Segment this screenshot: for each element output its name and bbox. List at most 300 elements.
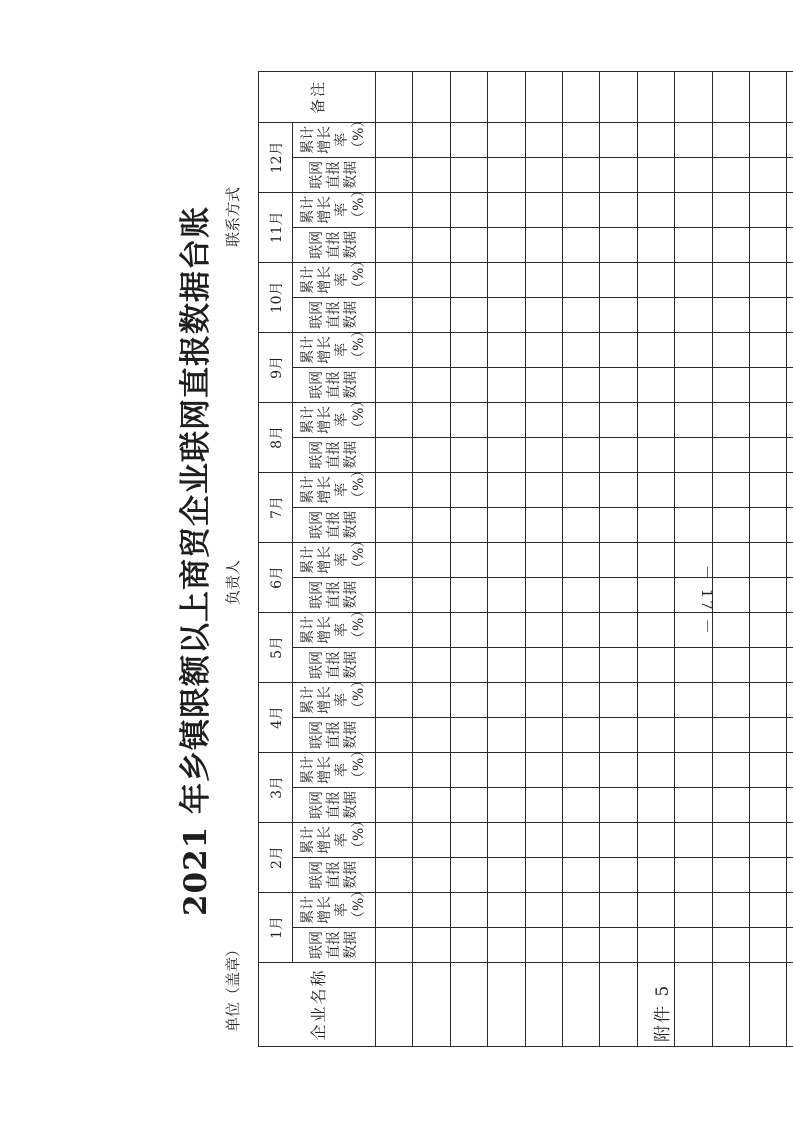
table-cell <box>600 71 637 122</box>
table-cell <box>413 262 450 297</box>
table-cell <box>600 612 637 647</box>
table-cell <box>749 963 786 1047</box>
table-cell <box>787 682 793 717</box>
table-cell <box>562 367 599 402</box>
table-cell <box>600 437 637 472</box>
table-cell <box>488 577 525 612</box>
table-cell <box>787 928 793 963</box>
table-cell <box>600 122 637 157</box>
table-cell <box>450 332 487 367</box>
table-cell <box>712 402 749 437</box>
table-cell <box>488 963 525 1047</box>
table-cell <box>450 577 487 612</box>
table-cell <box>562 857 599 892</box>
table-cell <box>562 647 599 682</box>
sub-header-label: 累计增长率（%） <box>300 533 367 575</box>
table-cell <box>450 682 487 717</box>
table-cell <box>413 682 450 717</box>
table-cell <box>637 297 674 332</box>
table-cell <box>600 963 637 1047</box>
table-cell <box>525 297 562 332</box>
table-cell <box>637 752 674 787</box>
table-cell <box>749 507 786 542</box>
table-cell <box>562 892 599 927</box>
cumulative-growth-header <box>293 463 376 507</box>
table-row <box>413 71 450 1046</box>
table-cell <box>749 682 786 717</box>
table-cell <box>787 892 793 927</box>
sub-header-label: 累计增长率（%） <box>300 813 367 855</box>
table-cell <box>675 857 712 892</box>
table-cell <box>562 682 599 717</box>
table-cell <box>675 71 712 122</box>
table-cell <box>600 717 637 752</box>
table-cell <box>712 507 749 542</box>
month-header: 5月 <box>259 612 293 682</box>
table-cell <box>488 122 525 157</box>
table-cell <box>376 787 413 822</box>
table-cell <box>749 542 786 577</box>
table-cell <box>488 612 525 647</box>
table-cell <box>749 71 786 122</box>
table-cell <box>562 157 599 192</box>
sub-header-label: 联网直报数据 <box>308 300 359 329</box>
sub-header-label: 累计增长率（%） <box>300 743 367 785</box>
table-cell <box>376 577 413 612</box>
cumulative-growth-header <box>293 673 376 717</box>
table-cell <box>413 542 450 577</box>
table-cell <box>600 822 637 857</box>
table-cell <box>675 472 712 507</box>
month-header: 11月 <box>259 192 293 262</box>
table-cell <box>376 437 413 472</box>
table-cell <box>712 122 749 157</box>
table-cell <box>675 437 712 472</box>
table-cell <box>749 928 786 963</box>
sub-header-label: 联网直报数据 <box>308 160 359 189</box>
table-cell <box>562 542 599 577</box>
table-cell <box>488 71 525 122</box>
table-cell <box>525 892 562 927</box>
table-cell <box>600 787 637 822</box>
table-cell <box>637 262 674 297</box>
table-cell <box>637 963 674 1047</box>
table-cell <box>562 332 599 367</box>
sub-header-label: 累计增长率（%） <box>300 183 367 225</box>
table-cell <box>712 892 749 927</box>
table-row <box>376 71 413 1046</box>
table-cell <box>749 787 786 822</box>
table-cell <box>749 192 786 227</box>
table-cell <box>637 332 674 367</box>
table-cell <box>376 157 413 192</box>
table-cell <box>450 717 487 752</box>
table-cell <box>413 892 450 927</box>
table-cell <box>600 332 637 367</box>
table-cell <box>712 857 749 892</box>
table-cell <box>450 647 487 682</box>
sub-header-label: 联网直报数据 <box>308 860 359 889</box>
table-cell <box>600 577 637 612</box>
table-row <box>450 71 487 1046</box>
table-cell <box>749 367 786 402</box>
table-cell <box>562 612 599 647</box>
table-row <box>488 71 525 1046</box>
table-cell <box>787 647 793 682</box>
table-cell <box>712 437 749 472</box>
table-cell <box>712 332 749 367</box>
table-cell <box>712 157 749 192</box>
table-cell <box>488 717 525 752</box>
table-cell <box>712 717 749 752</box>
table-cell <box>450 787 487 822</box>
table-cell <box>450 928 487 963</box>
table-cell <box>749 822 786 857</box>
table-cell <box>376 71 413 122</box>
table-cell <box>600 192 637 227</box>
table-cell <box>376 122 413 157</box>
table-cell <box>600 227 637 262</box>
table-cell <box>749 752 786 787</box>
table-cell <box>488 507 525 542</box>
table-cell <box>376 262 413 297</box>
table-cell <box>413 472 450 507</box>
table-cell <box>488 857 525 892</box>
sub-header-label: 累计增长率（%） <box>300 463 367 505</box>
sub-header-label: 联网直报数据 <box>308 790 359 819</box>
attachment-label: 附件 5 <box>653 983 673 1042</box>
table-cell <box>600 857 637 892</box>
table-cell <box>450 612 487 647</box>
table-cell <box>525 542 562 577</box>
table-cell <box>450 752 487 787</box>
table-cell <box>525 402 562 437</box>
month-header: 10月 <box>259 262 293 332</box>
table-cell <box>413 612 450 647</box>
table-cell <box>562 577 599 612</box>
table-cell <box>525 227 562 262</box>
note-header: 备注 <box>259 71 376 122</box>
table-cell <box>787 157 793 192</box>
table-cell <box>749 262 786 297</box>
table-cell <box>787 752 793 787</box>
table-cell <box>787 367 793 402</box>
table-cell <box>413 437 450 472</box>
table-cell <box>712 752 749 787</box>
table-cell <box>413 192 450 227</box>
table-cell <box>450 402 487 437</box>
table-cell <box>712 472 749 507</box>
table-cell <box>413 717 450 752</box>
table-cell <box>787 822 793 857</box>
cumulative-growth-header <box>293 533 376 577</box>
table-cell <box>675 717 712 752</box>
table-cell <box>637 612 674 647</box>
table-cell <box>525 262 562 297</box>
table-cell <box>749 577 786 612</box>
table-cell <box>600 367 637 402</box>
month-header: 4月 <box>259 682 293 752</box>
table-cell <box>376 297 413 332</box>
table-cell <box>488 682 525 717</box>
table-cell <box>562 717 599 752</box>
table-row <box>525 71 562 1046</box>
table-cell <box>488 928 525 963</box>
table-cell <box>712 227 749 262</box>
page-title: 2021 年乡镇限额以上商贸企业联网直报数据台账 <box>178 205 214 917</box>
table-cell <box>413 787 450 822</box>
table-cell <box>488 437 525 472</box>
page-number: － 17 － <box>698 564 716 636</box>
table-cell <box>488 297 525 332</box>
sub-header-label: 联网直报数据 <box>308 720 359 749</box>
table-cell <box>600 647 637 682</box>
table-cell <box>450 122 487 157</box>
month-header: 12月 <box>259 122 293 192</box>
table-cell <box>562 752 599 787</box>
cumulative-growth-header <box>293 743 376 787</box>
table-cell <box>562 787 599 822</box>
table-cell <box>562 402 599 437</box>
table-cell <box>749 717 786 752</box>
table-cell <box>637 157 674 192</box>
table-cell <box>525 332 562 367</box>
table-cell <box>600 262 637 297</box>
table-cell <box>413 963 450 1047</box>
cumulative-growth-header <box>293 393 376 437</box>
table-cell <box>488 157 525 192</box>
table-cell <box>675 752 712 787</box>
table-cell <box>525 507 562 542</box>
sub-header-label: 累计增长率（%） <box>300 603 367 645</box>
table-cell <box>488 542 525 577</box>
sub-header-label: 联网直报数据 <box>308 440 359 469</box>
sub-header-label: 联网直报数据 <box>308 650 359 679</box>
table-cell <box>600 402 637 437</box>
month-header: 3月 <box>259 752 293 822</box>
month-header: 9月 <box>259 332 293 402</box>
table-cell <box>675 297 712 332</box>
table-cell <box>525 367 562 402</box>
table-cell <box>787 612 793 647</box>
table-cell <box>450 227 487 262</box>
table-cell <box>787 402 793 437</box>
sub-header-label: 累计增长率（%） <box>300 323 367 365</box>
sub-header-label: 累计增长率（%） <box>300 253 367 295</box>
table-cell <box>637 542 674 577</box>
table-cell <box>787 192 793 227</box>
table-cell <box>450 822 487 857</box>
table-cell <box>749 612 786 647</box>
table-cell <box>488 227 525 262</box>
table-cell <box>675 157 712 192</box>
table-row <box>637 71 674 1046</box>
table-cell <box>787 262 793 297</box>
table-cell <box>787 297 793 332</box>
table-cell <box>749 857 786 892</box>
table-cell <box>637 507 674 542</box>
table-cell <box>488 192 525 227</box>
table-cell <box>562 472 599 507</box>
table-cell <box>525 71 562 122</box>
table-cell <box>450 262 487 297</box>
table-cell <box>637 717 674 752</box>
table-cell <box>749 472 786 507</box>
cumulative-growth-header <box>293 813 376 857</box>
table-cell <box>712 262 749 297</box>
table-cell <box>749 227 786 262</box>
cumulative-growth-header <box>293 253 376 297</box>
table-cell <box>787 507 793 542</box>
table-cell <box>450 437 487 472</box>
table-cell <box>450 367 487 402</box>
table-cell <box>749 297 786 332</box>
table-cell <box>376 367 413 402</box>
table-cell <box>637 192 674 227</box>
table-cell <box>488 402 525 437</box>
table-cell <box>637 647 674 682</box>
table-cell <box>488 787 525 822</box>
table-cell <box>562 507 599 542</box>
table-cell <box>675 682 712 717</box>
table-cell <box>525 787 562 822</box>
table-cell <box>675 332 712 367</box>
table-cell <box>376 682 413 717</box>
table-cell <box>413 752 450 787</box>
table-cell <box>413 647 450 682</box>
table-cell <box>749 122 786 157</box>
table-cell <box>376 857 413 892</box>
table-cell <box>637 892 674 927</box>
month-header: 2月 <box>259 822 293 892</box>
table-cell <box>675 928 712 963</box>
table-cell <box>637 787 674 822</box>
table-cell <box>525 647 562 682</box>
table-cell <box>413 367 450 402</box>
table-cell <box>562 192 599 227</box>
table-cell <box>712 928 749 963</box>
table-cell <box>675 262 712 297</box>
sub-header-label: 累计增长率（%） <box>300 673 367 715</box>
table-cell <box>413 857 450 892</box>
table-cell <box>675 822 712 857</box>
table-cell <box>525 963 562 1047</box>
month-header: 7月 <box>259 472 293 542</box>
table-cell <box>376 332 413 367</box>
table-row <box>749 71 786 1046</box>
table-cell <box>525 822 562 857</box>
cumulative-growth-header <box>293 883 376 927</box>
table-cell <box>376 612 413 647</box>
table-cell <box>749 647 786 682</box>
company-name-header: 企业名称 <box>259 963 376 1047</box>
table-cell <box>450 157 487 192</box>
month-header: 1月 <box>259 892 293 962</box>
table-cell <box>525 717 562 752</box>
direct-report-data-header <box>293 928 376 963</box>
table-cell <box>376 472 413 507</box>
table-cell <box>637 822 674 857</box>
contact-label: 联系方式 <box>224 186 242 247</box>
table-cell <box>637 402 674 437</box>
table-cell <box>488 892 525 927</box>
table-cell <box>562 227 599 262</box>
sub-header-label: 联网直报数据 <box>308 230 359 259</box>
table-cell <box>525 682 562 717</box>
table-cell <box>675 787 712 822</box>
table-cell <box>488 822 525 857</box>
table-cell <box>600 542 637 577</box>
table-cell <box>525 857 562 892</box>
table-cell <box>376 928 413 963</box>
sub-header-label: 联网直报数据 <box>308 510 359 539</box>
table-cell <box>562 963 599 1047</box>
table-cell <box>749 157 786 192</box>
table-cell <box>376 542 413 577</box>
table-cell <box>637 857 674 892</box>
table-cell <box>712 682 749 717</box>
table-cell <box>562 822 599 857</box>
table-row <box>787 71 793 1046</box>
table-cell <box>413 402 450 437</box>
table-cell <box>637 928 674 963</box>
table-cell <box>413 928 450 963</box>
table-cell <box>787 857 793 892</box>
table-cell <box>712 822 749 857</box>
table-cell <box>525 157 562 192</box>
head-label: 负责人 <box>224 559 242 605</box>
table-cell <box>450 297 487 332</box>
sub-header-label: 联网直报数据 <box>308 370 359 399</box>
table-cell <box>562 297 599 332</box>
table-cell <box>712 787 749 822</box>
table-cell <box>712 367 749 402</box>
table-cell <box>562 437 599 472</box>
table-cell <box>600 928 637 963</box>
table-cell <box>749 437 786 472</box>
table-cell <box>637 437 674 472</box>
table-cell <box>413 157 450 192</box>
table-cell <box>488 647 525 682</box>
table-cell <box>675 402 712 437</box>
table-cell <box>787 787 793 822</box>
table-cell <box>600 507 637 542</box>
table-cell <box>413 71 450 122</box>
table-cell <box>413 227 450 262</box>
table-cell <box>525 752 562 787</box>
table-row <box>600 71 637 1046</box>
table-cell <box>675 507 712 542</box>
table-cell <box>376 227 413 262</box>
table-cell <box>749 892 786 927</box>
table-row <box>562 71 599 1046</box>
table-cell <box>637 71 674 122</box>
table-cell <box>376 752 413 787</box>
table-cell <box>450 857 487 892</box>
table-cell <box>675 227 712 262</box>
table-cell <box>376 963 413 1047</box>
table-cell <box>525 192 562 227</box>
table-cell <box>488 367 525 402</box>
table-cell <box>525 437 562 472</box>
table-cell <box>376 717 413 752</box>
table-cell <box>450 507 487 542</box>
table-cell <box>787 122 793 157</box>
table-cell <box>787 542 793 577</box>
cumulative-growth-header <box>293 113 376 157</box>
table-cell <box>562 928 599 963</box>
table-cell <box>413 577 450 612</box>
